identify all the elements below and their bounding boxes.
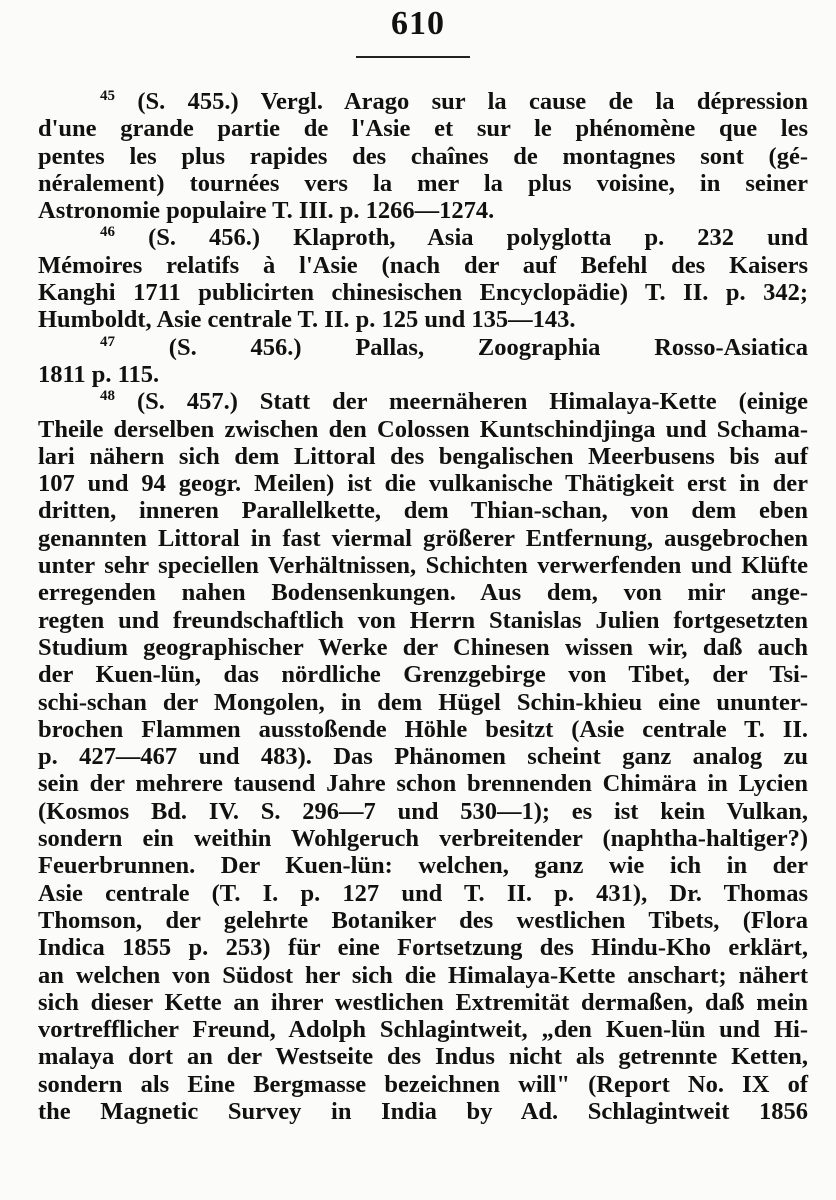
footnote-48 [38, 388, 808, 1125]
footnote-line: 107 und 94 geogr. Meilen) ist die vulkanische Thätigkeit erst in der [38, 470, 808, 498]
footnote-line: $^{46}$ (S. 456.) Klaproth, Asia polyglotta p. 232 und [100, 224, 808, 252]
footnote-line: Asie centrale (T. I. p. 127 und T. II. p. 431), Dr. Thomas [38, 879, 808, 907]
footnotes [38, 88, 808, 1125]
footnote-number: 48 [100, 388, 115, 405]
footnote-line: lari nähern sich dem Littoral des bengalischen Meerbusens bis auf [38, 442, 808, 470]
footnote-line: d'une grande partie de l'Asie et sur le phénomène que les [38, 115, 808, 143]
footnote-number: 46 [100, 224, 115, 241]
footnote-line: dritten, inneren Parallelkette, dem Thian-schan, von dem eben [38, 497, 808, 525]
footnote-line: $^{47}$ (S. 456.) Pallas, Zoographia Rosso-Asiatica [100, 333, 808, 361]
footnote-line: Thomson, der gelehrte Botaniker des westlichen Tibets, (Flora [38, 906, 808, 934]
footnote-line: néralement) tournées vers la mer la plus voisine, in seiner [38, 169, 808, 197]
footnote-line: p. 427—467 und 483). Das Phänomen scheint ganz analog zu [38, 743, 808, 771]
footnote-line: sondern als Eine Bergmasse bezeichnen will" (Report No. IX of [38, 1070, 808, 1098]
footnote-line: Feuerbrunnen. Der Kuen-lün: welchen, ganz wie ich in der [38, 852, 808, 880]
footnote-line: Indica 1855 p. 253) für eine Fortsetzung des Hindu-Kho erklärt, [38, 934, 808, 962]
footnote-line: an welchen von Südost her sich die Himalaya-Kette anschart; nähert [38, 961, 808, 989]
footnote-line: malaya dort an der Westseite des Indus nicht als getrennte Ketten, [38, 1043, 808, 1071]
footnote-line: sich dieser Kette an ihrer westlichen Extremität dermaßen, daß mein [38, 988, 808, 1016]
footnote-line: 1811 p. 115. [38, 360, 160, 388]
footnote-line: sondern ein weithin Wohlgeruch verbreitender (naphtha-haltiger?) [38, 825, 808, 853]
footnote-number: 45 [100, 88, 115, 104]
footnote-line: (Kosmos Bd. IV. S. 296—7 und 530—1); es ist kein Vulkan, [38, 797, 808, 825]
footnote-line: erregenden nahen Bodensenkungen. Aus dem, von mir ange- [38, 579, 808, 607]
footnote-line: $^{45}$ (S. 455.) Vergl. Arago sur la cause de la dépression [100, 88, 808, 115]
footnote-line: the Magnetic Survey in India by Ad. Schlagintweit 1856 [38, 1097, 808, 1125]
footnote-line: brochen Flammen ausstoßende Höhle besitzt (Asie centrale T. II. [38, 715, 808, 743]
footnote-line: regten und freundschaftlich von Herrn Stanislas Julien fortgesetzten [38, 606, 808, 634]
footnote-45 [38, 88, 808, 224]
footnote-line: Mémoires relatifs à l'Asie (nach der auf Befehl des Kaisers [38, 251, 808, 279]
footnote-line: unter sehr speciellen Verhältnissen, Schichten verwerfenden und Klüfte [38, 552, 808, 580]
footnote-line: schi-schan der Mongolen, in dem Hügel Schin-khieu eine ununter- [38, 688, 808, 716]
footnote-line: sein der mehrere tausend Jahre schon brennenden Chimära in Lycien [38, 770, 808, 798]
footnote-line: vortrefflicher Freund, Adolph Schlagintweit, „den Kuen-lün und Hi- [38, 1016, 808, 1044]
footnote-line: Humboldt, Asie centrale T. II. p. 125 und 135—143. [38, 306, 576, 334]
footnote-46 [38, 224, 808, 333]
header-rule [356, 56, 470, 58]
footnote-line: Kanghi 1711 publicirten chinesischen Encyclopädie) T. II. p. 342; [38, 279, 808, 307]
footnote-number: 47 [100, 333, 115, 350]
page-number: 610 [391, 5, 445, 42]
footnote-line: Theile derselben zwischen den Colossen Kuntschindjinga und Schama- [38, 415, 808, 443]
footnote-line: Studium geographischer Werke der Chinesen wissen wir, daß auch [38, 633, 808, 661]
footnote-47 [38, 334, 808, 389]
footnote-line: $^{48}$ (S. 457.) Statt der meernäheren Himalaya-Kette (einige [100, 388, 808, 416]
footnote-line: Astronomie populaire T. III. p. 1266—1274. [38, 197, 495, 225]
footnote-line: genannten Littoral in fast viermal größerer Entfernung, ausgebrochen [38, 524, 808, 552]
footnote-line: der Kuen-lün, das nördliche Grenzgebirge von Tibet, der Tsi- [38, 661, 808, 689]
footnote-line: pentes les plus rapides des chaînes de montagnes sont (gé- [38, 142, 808, 170]
